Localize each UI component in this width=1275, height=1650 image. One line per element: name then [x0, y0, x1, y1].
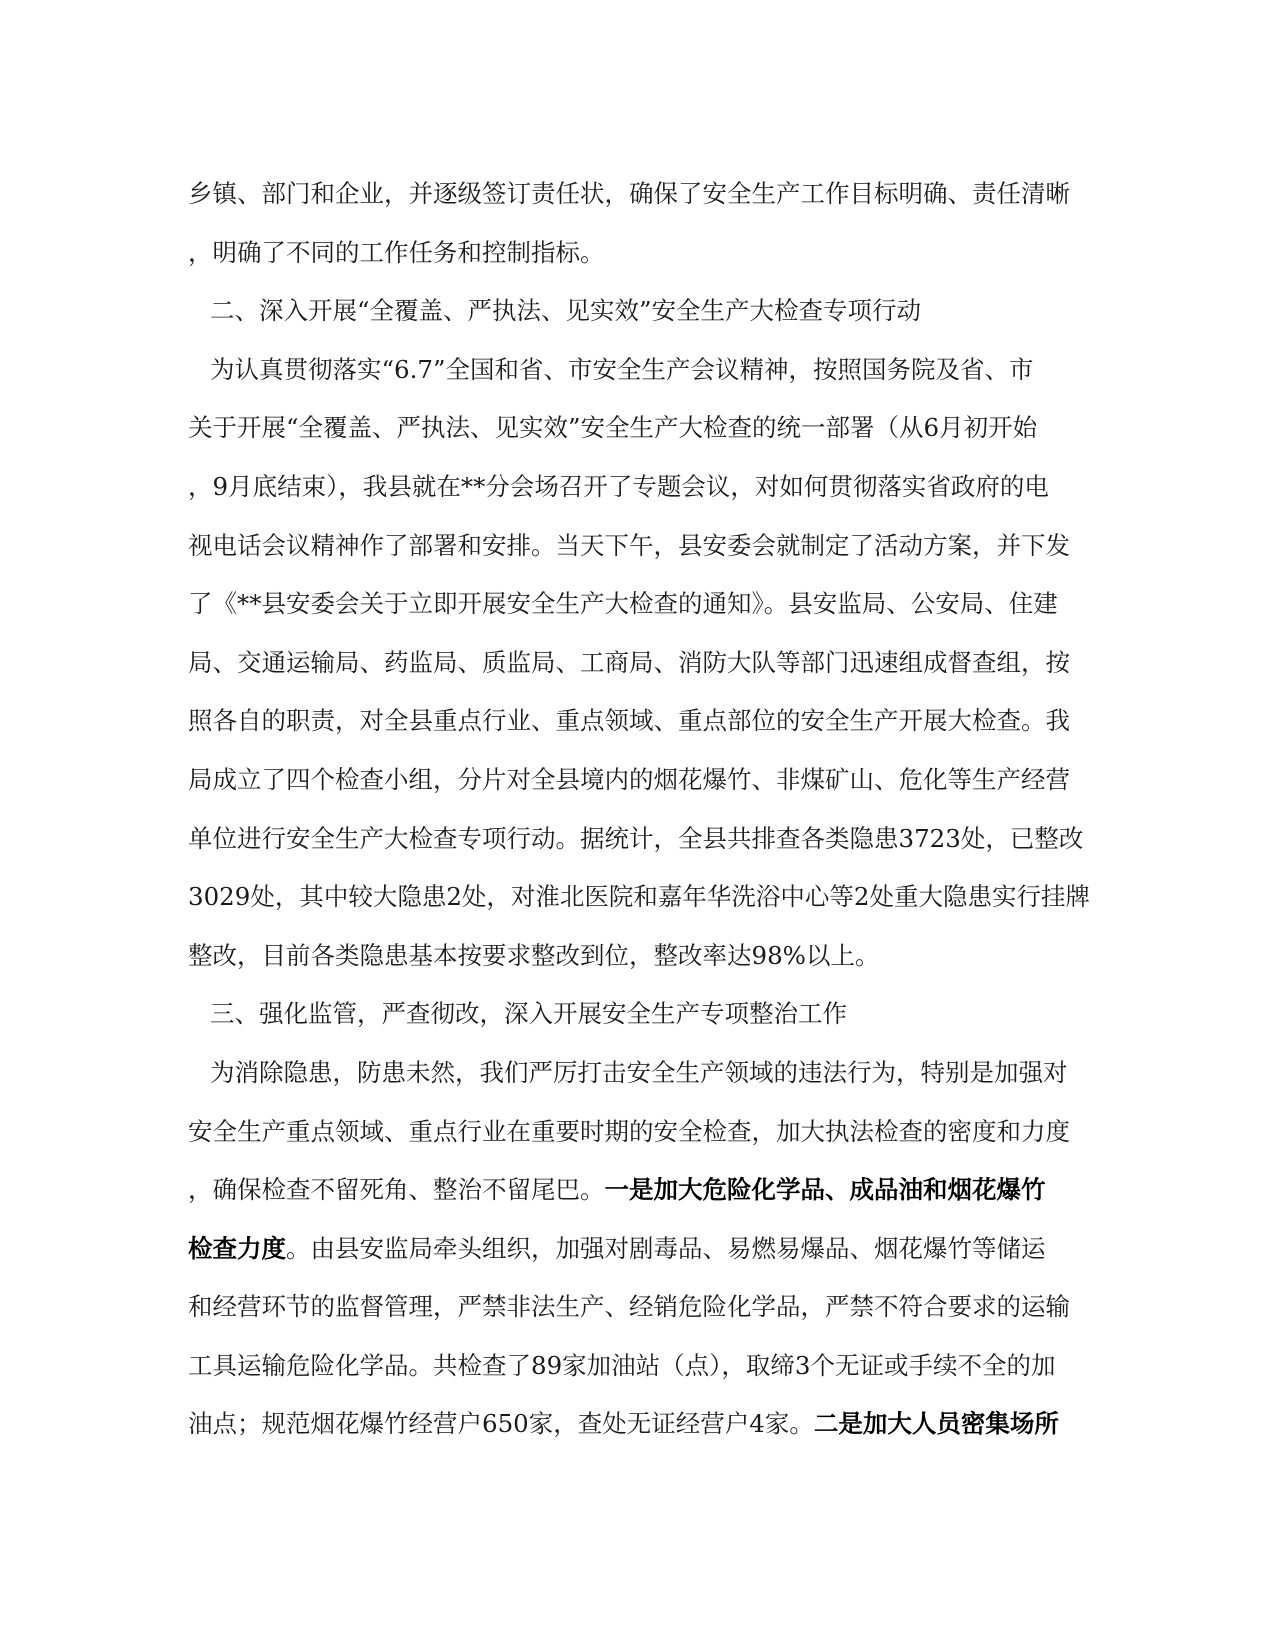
text-line [188, 634, 1080, 693]
text-segment: 关于开展“全覆盖、严执法、见实效”安全生产大检查的统一部署（从6月初开始 [188, 413, 1038, 443]
text-line [188, 165, 1080, 224]
text-line [188, 868, 1091, 927]
text-line [188, 399, 1080, 458]
bold-text-segment: 二是加大人员密集场所 [813, 1409, 1059, 1439]
text-segment: ，明确了不同的工作任务和控制指标。 [188, 237, 605, 267]
text-line [188, 751, 1080, 810]
text-line [188, 1395, 1080, 1454]
text-segment: ，确保检查不留死角、整治不留尾巴。 [188, 1175, 605, 1205]
text-line [188, 1103, 1080, 1162]
text-segment: 油点；规范烟花爆竹经营户650家，查处无证经营户4家。 [188, 1409, 814, 1439]
text-line [188, 810, 1084, 869]
bold-text-segment: 检查力度 [188, 1233, 286, 1263]
text-line [188, 985, 1080, 1044]
text-segment: 工具运输危险化学品。共检查了89家加油站（点），取缔3个无证或手续不全的加 [188, 1350, 1056, 1380]
text-line [188, 224, 1080, 283]
text-segment: 了《**县安委会关于立即开展安全生产大检查的通知》。县安监局、公安局、住建 [188, 589, 1058, 619]
text-segment: 乡镇、部门和企业，并逐级签订责任状，确保了安全生产工作目标明确、责任清晰 [188, 179, 1070, 208]
text-line [188, 341, 1080, 400]
text-line [188, 1278, 1080, 1337]
text-segment: 。由县安监局牵头组织，加强对剧毒品、易燃易爆品、烟花爆竹等储运 [286, 1233, 1046, 1263]
text-segment: 单位进行安全生产大检查专项行动。据统计，全县共排查各类隐患3723处，已整改 [188, 823, 1084, 853]
text-segment: 为认真贯彻落实“6.7”全国和省、市安全生产会议精神，按照国务院及省、市 [210, 354, 1034, 384]
text-segment: 局成立了四个检查小组，分片对全县境内的烟花爆竹、非煤矿山、危化等生产经营 [188, 764, 1070, 794]
text-segment: 局、交通运输局、药监局、质监局、工商局、消防大队等部门迅速组成督查组，按 [188, 647, 1070, 677]
text-line [188, 1337, 1080, 1396]
text-segment: 3029处，其中较大隐患2处，对淮北医院和嘉年华洗浴中心等2处重大隐患实行挂牌 [188, 882, 1091, 912]
text-segment: 三、强化监管，严查彻改，深入开展安全生产专项整治工作 [210, 999, 847, 1029]
text-line [188, 1044, 1080, 1103]
text-line [188, 575, 1080, 634]
text-line [188, 1161, 1080, 1220]
text-segment: 和经营环节的监督管理，严禁非法生产、经销危险化学品，严禁不符合要求的运输 [188, 1292, 1070, 1322]
text-segment: 视电话会议精神作了部署和安排。当天下午，县安委会就制定了活动方案，并下发 [188, 530, 1070, 560]
document-body [188, 165, 1091, 1454]
text-line [188, 927, 1080, 986]
text-segment: 为消除隐患，防患未然，我们严厉打击安全生产领域的违法行为，特别是加强对 [210, 1057, 1068, 1087]
text-segment: 二、深入开展“全覆盖、严执法、见实效”安全生产大检查专项行动 [210, 296, 922, 326]
bold-text-segment: 一是加大危险化学品、成品油和烟花爆竹 [604, 1175, 1046, 1205]
text-segment: ，9月底结束），我县就在**分会场召开了专题会议，对如何贯彻落实省政府的电 [188, 471, 1049, 501]
text-segment: 整改，目前各类隐患基本按要求整改到位，整改率达98%以上。 [188, 940, 880, 970]
text-segment: 照各自的职责，对全县重点行业、重点领域、重点部位的安全生产开展大检查。我 [188, 706, 1070, 736]
text-line [188, 1220, 1080, 1279]
text-line [188, 692, 1080, 751]
text-segment: 安全生产重点领域、重点行业在重要时期的安全检查，加大执法检查的密度和力度 [188, 1116, 1070, 1146]
text-line [188, 458, 1080, 517]
text-line [188, 282, 1080, 341]
text-line [188, 517, 1080, 576]
